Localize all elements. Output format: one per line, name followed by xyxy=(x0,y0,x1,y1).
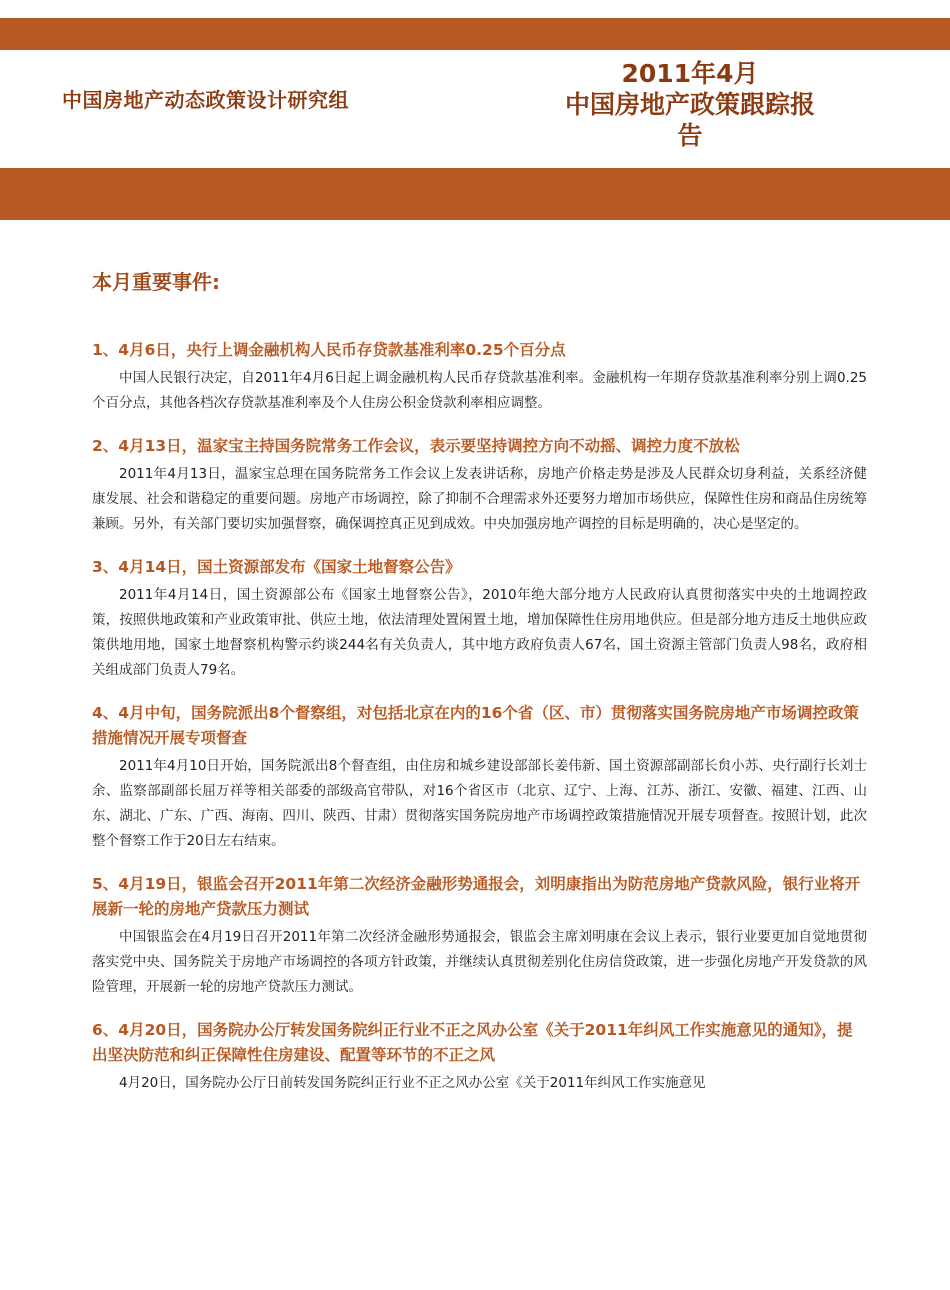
header-band-top xyxy=(0,18,950,50)
event-title: 2、4月13日，温家宝主持国务院常务工作会议，表示要坚持调控方向不动摇、调控力度不放松 xyxy=(92,437,740,455)
report-title xyxy=(540,58,840,151)
section-title: 本月重要事件: xyxy=(92,270,220,294)
event-title: 6、4月20日，国务院办公厅转发国务院纠正行业不正之风办公室《关于2011年纠风工作实施意见的通知》，提出坚决防范和纠正保障性住房建设、配置等环节的不正之风 xyxy=(92,1021,853,1064)
event-item xyxy=(92,434,867,537)
event-body: 中国人民银行决定，自2011年4月6日起上调金融机构人民币存贷款基准利率。金融机构一年期存贷款基准利率分别上调0.25个百分点，其他各档次存贷款基准利率及个人住房公积金贷款利率相应调整。 xyxy=(92,370,867,411)
report-title-line-1: 2011年4月 xyxy=(621,59,759,88)
event-title: 4、4月中旬，国务院派出8个督察组，对包括北京在内的16个省（区、市）贯彻落实国务院房地产市场调控政策措施情况开展专项督查 xyxy=(92,704,859,747)
header-band-bottom xyxy=(0,168,950,220)
report-title-line-2: 中国房地产政策跟踪报 xyxy=(564,90,815,119)
event-body: 中国银监会在4月19日召开2011年第二次经济金融形势通报会，银监会主席刘明康在会议上表示，银行业要更加自觉地贯彻落实党中央、国务院关于房地产市场调控的各项方针政策，并继续认真贯彻差别化住房信贷政策，进一步强化房地产开发贷款的风险管理，开展新一轮的房地产贷款压力测试。 xyxy=(92,929,867,995)
event-title: 1、4月6日，央行上调金融机构人民币存贷款基准利率0.25个百分点 xyxy=(92,341,566,359)
report-title-line-3: 告 xyxy=(677,121,703,150)
event-item xyxy=(92,701,867,854)
event-body: 2011年4月13日，温家宝总理在国务院常务工作会议上发表讲话称，房地产价格走势是涉及人民群众切身利益，关系经济健康发展、社会和谐稳定的重要问题。房地产市场调控，除了抑制不合理需求外还要努力增加市场供应，保障性住房和商品住房统筹兼顾。另外，有关部门要切实加强督察，确保调控真正见到成效。中央加强房地产调控的目标是明确的，决心是坚定的。 xyxy=(92,466,867,532)
event-item xyxy=(92,872,867,1000)
event-body: 2011年4月10日开始，国务院派出8个督查组，由住房和城乡建设部部长姜伟新、国土资源部副部长贠小苏、央行副行长刘士余、监察部副部长屈万祥等相关部委的部级高官带队，对16个省区市（北京、辽宁、上海、江苏、浙江、安徽、福建、江西、山东、湖北、广东、广西、海南、四川、陕西、甘肃）贯彻落实国务院房地产市场调控政策措施情况开展专项督查。按照计划，此次整个督察工作于20日左右结束。 xyxy=(92,758,867,849)
org-name: 中国房地产动态政策设计研究组 xyxy=(62,88,349,112)
event-list xyxy=(92,338,867,1114)
event-item xyxy=(92,1018,867,1096)
event-item xyxy=(92,338,867,416)
event-item xyxy=(92,555,867,683)
event-body: 4月20日，国务院办公厅日前转发国务院纠正行业不正之风办公室《关于2011年纠风工作实施意见 xyxy=(119,1075,706,1091)
event-title: 5、4月19日，银监会召开2011年第二次经济金融形势通报会，刘明康指出为防范房地产贷款风险，银行业将开展新一轮的房地产贷款压力测试 xyxy=(92,875,861,918)
event-title: 3、4月14日，国土资源部发布《国家土地督察公告》 xyxy=(92,558,461,576)
event-body: 2011年4月14日，国土资源部公布《国家土地督察公告》，2010年绝大部分地方人民政府认真贯彻落实中央的土地调控政策，按照供地政策和产业政策审批、供应土地，依法清理处置闲置土地，增加保障性住房用地供应。但是部分地方违反土地供应政策供地用地，国家土地督察机构警示约谈244名有关负责人，其中地方政府负责人67名，国土资源主管部门负责人98名，政府相关组成部门负责人79名。 xyxy=(92,587,867,678)
